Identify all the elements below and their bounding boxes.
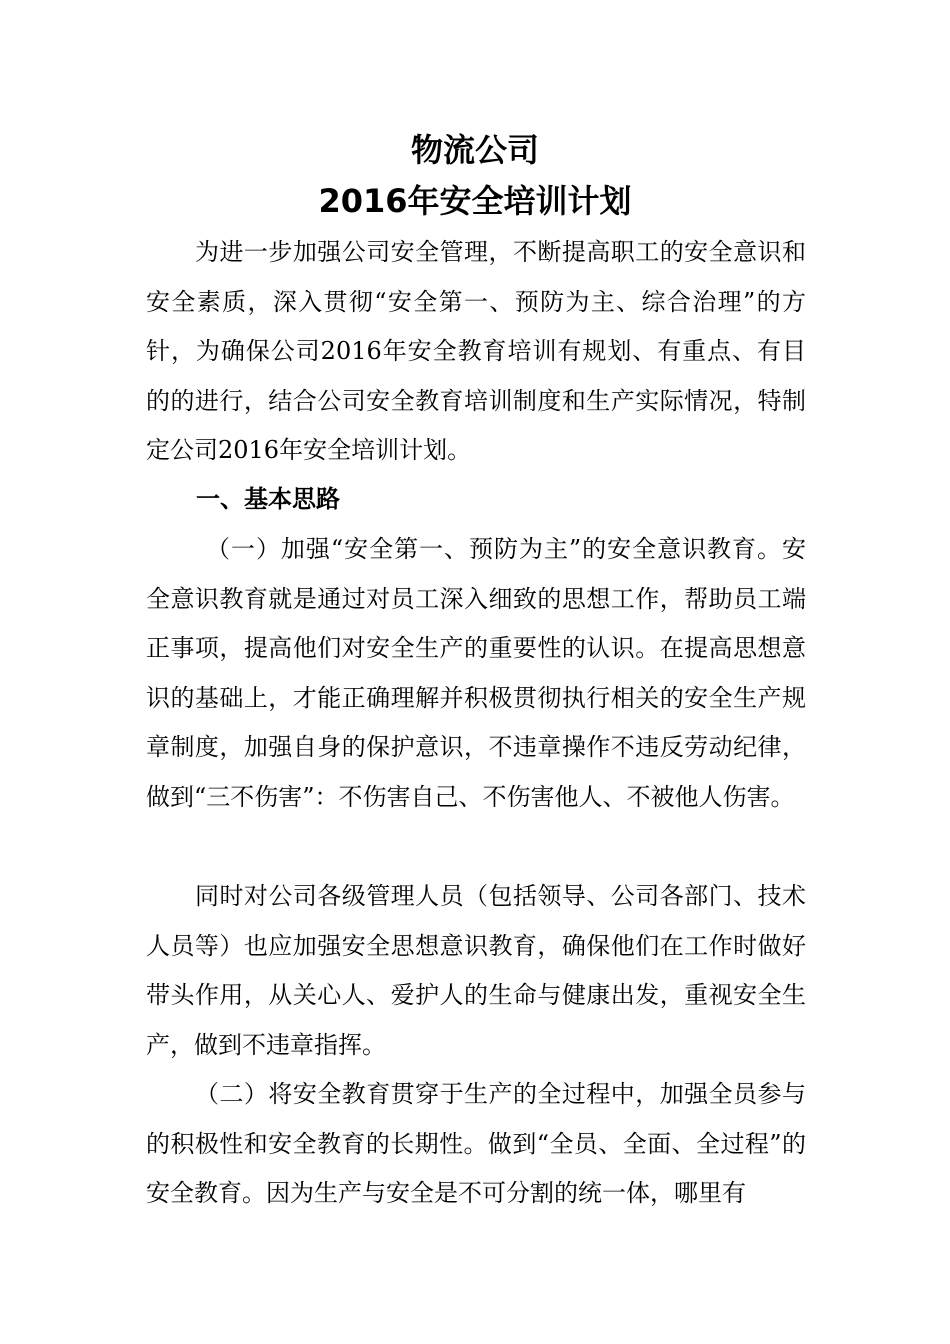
management-education-paragraph: 同时对公司各级管理人员（包括领导、公司各部门、技术人员等）也应加强安全思想意识教育，确保他们在工作时做好带头作用，从关心人、爱护人的生命与健康出发，重视安全生产，做到不违章指挥。 — [146, 882, 806, 1059]
intro-paragraph: 为进一步加强公司安全管理，不断提高职工的安全意识和安全素质，深入贯彻“安全第一、预防为主、综合治理”的方针，为确保公司2016年安全教育培训有规划、有重点、有目的的进行，结合公司安全教育培训制度和生产实际情况，特制定公司2016年安全培训计划。 — [146, 238, 806, 464]
item-two-paragraph: （二）将安全教育贯穿于生产的全过程中，加强全员参与的积极性和安全教育的长期性。做到“全员、全面、全过程”的安全教育。因为生产与安全是不可分割的统一体，哪里有 — [146, 1080, 806, 1207]
section-heading-basic-ideas: 一、基本思路 — [196, 485, 340, 513]
document-title-plan: 2016年安全培训计划 — [318, 182, 632, 220]
item-one-paragraph: （一）加强“安全第一、预防为主”的安全意识教育。安全意识教育就是通过对员工深入细致的思想工作，帮助员工端正事项，提高他们对安全生产的重要性的认识。在提高思想意识的基础上，才能正确理解并积极贯彻执行相关的安全生产规章制度，加强自身的保护意识，不违章操作不违反劳动纪律，做到“三不伤害”：不伤害自己、不伤害他人、不被他人伤害。 — [146, 535, 806, 811]
document-title-company: 物流公司 — [410, 131, 539, 169]
